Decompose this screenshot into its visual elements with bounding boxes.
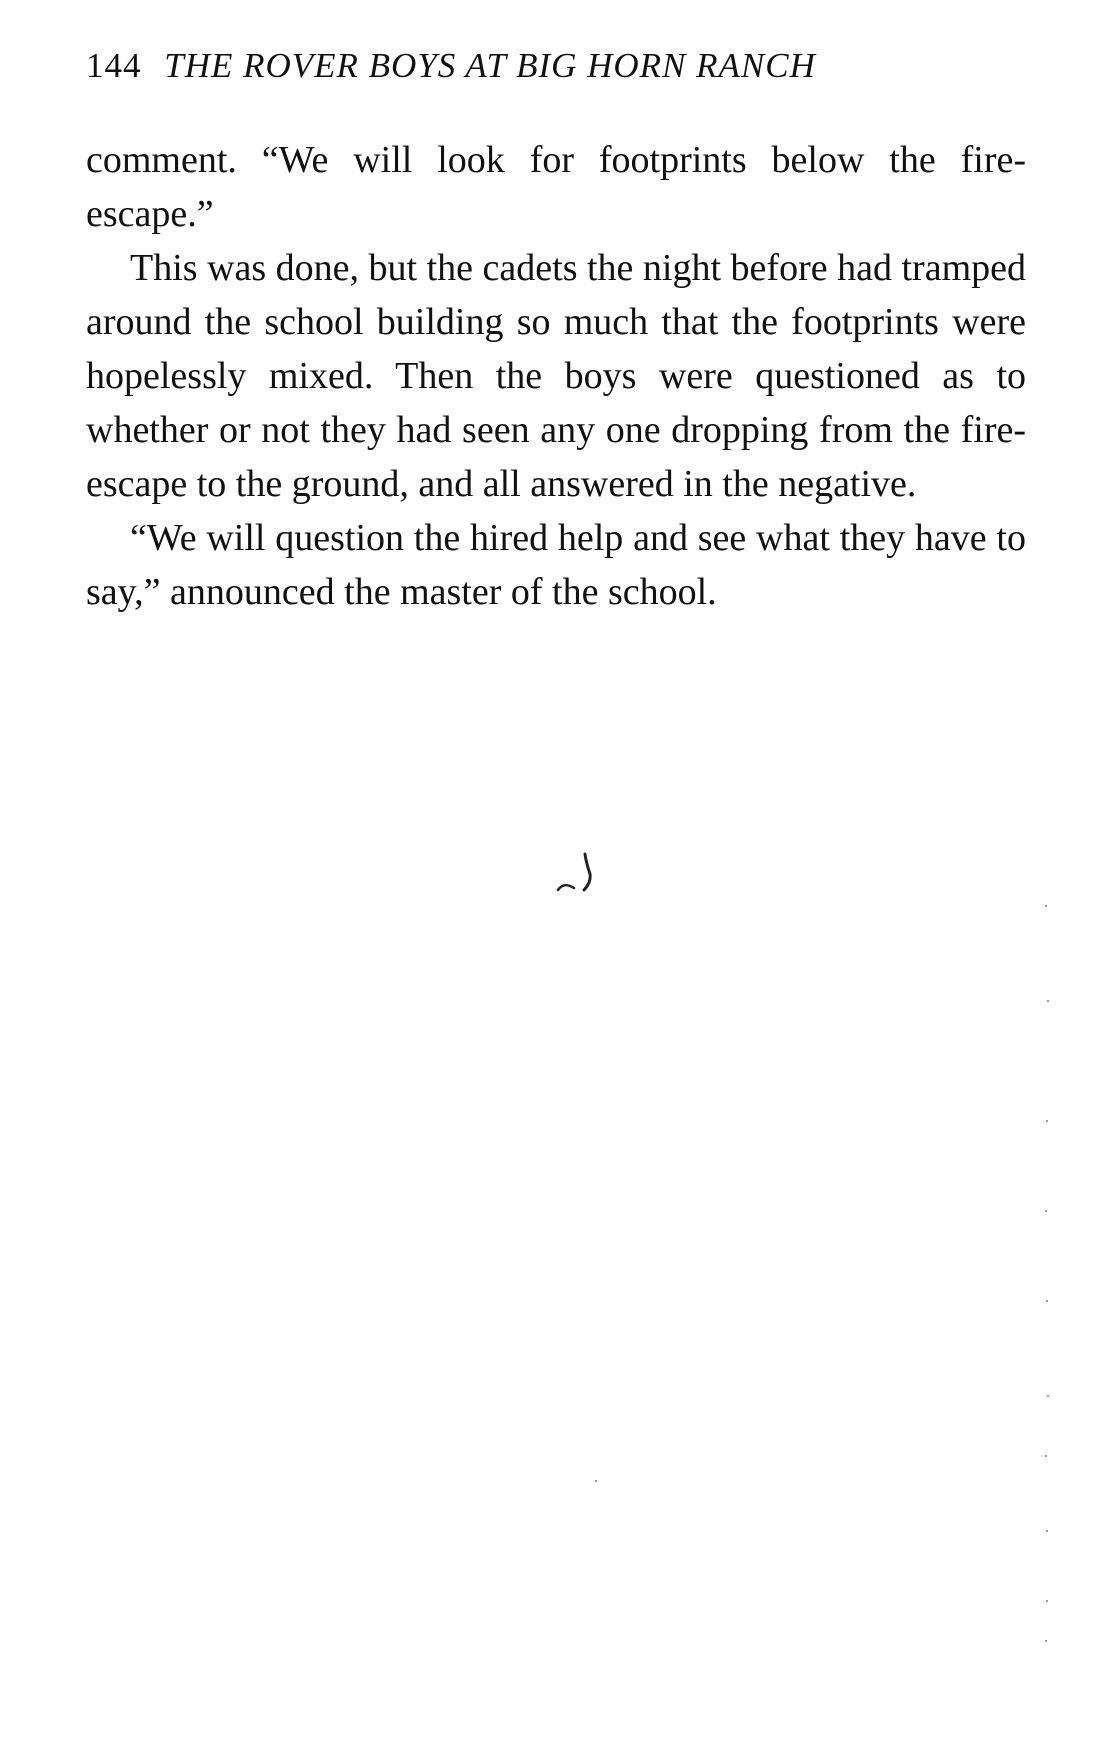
ink-mark xyxy=(548,850,608,900)
paragraph: “We will question the hired help and see what they have to say,” announced the master of the school. xyxy=(86,517,1026,613)
page-header xyxy=(86,44,1026,88)
running-title: THE ROVER BOYS AT BIG HORN RANCH xyxy=(164,46,816,85)
paragraph: This was done, but the cadets the night before had tramped around the school building so much that the footprints were hopelessly mixed. Then the boys were questioned as to whether or not they had seen any one dropping from the fire-escape to the ground, and all answered in the negative. xyxy=(86,247,1026,505)
page-number: 144 xyxy=(86,46,142,85)
paragraph: comment. “We will look for footprints below the fire-escape.” xyxy=(86,139,1026,235)
page-body xyxy=(86,133,1026,619)
